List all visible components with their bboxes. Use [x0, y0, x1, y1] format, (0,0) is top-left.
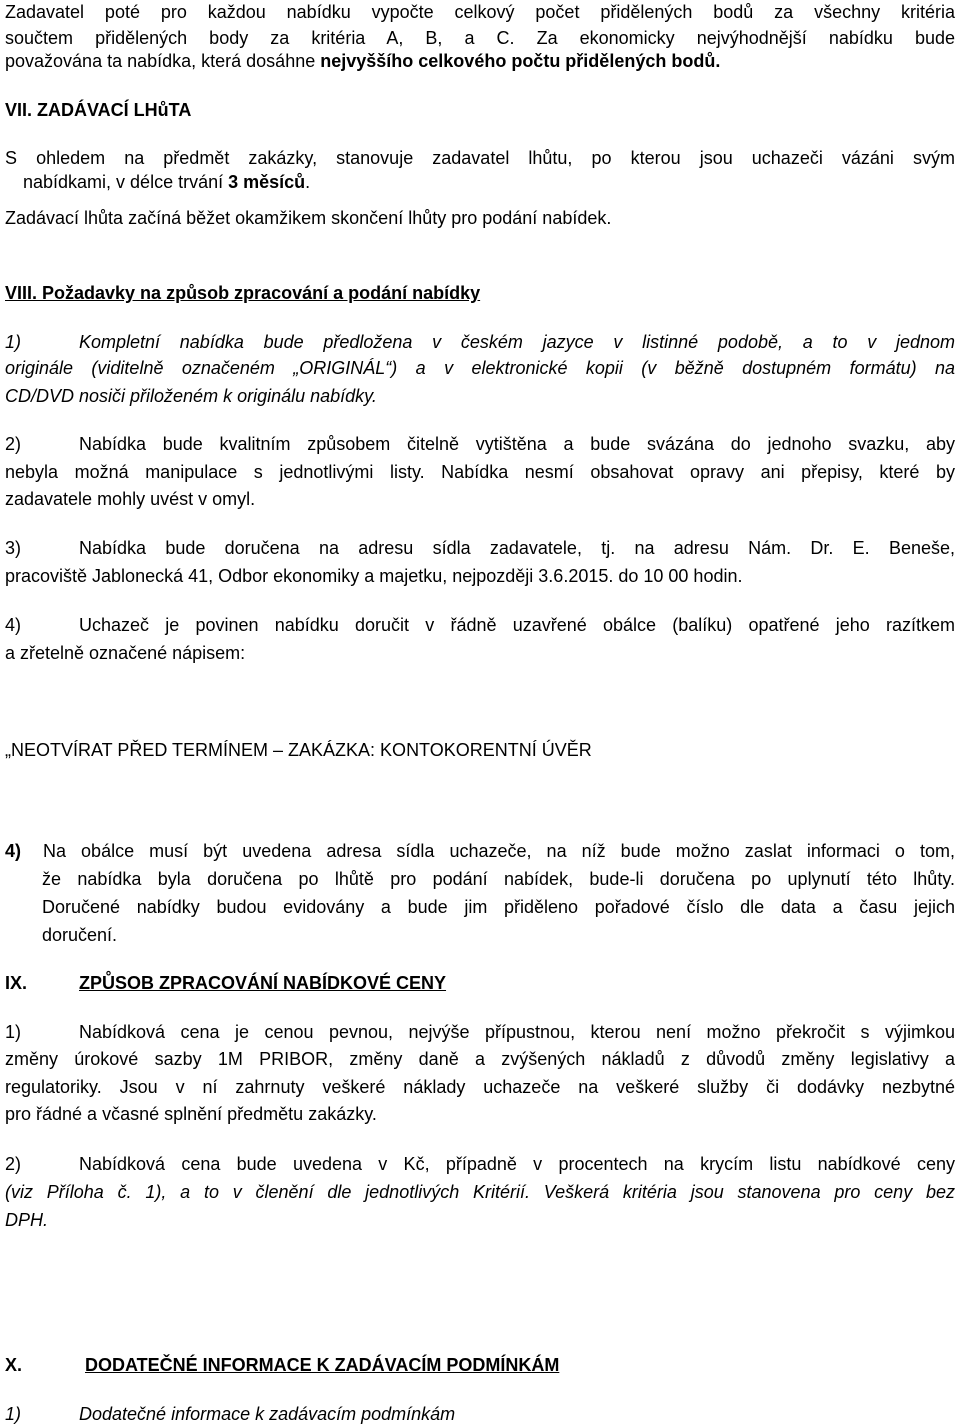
section-8-item-5-line-4: doručení.: [42, 925, 118, 945]
section-7-period: .: [305, 172, 311, 192]
section-9-number: IX.: [5, 973, 28, 993]
section-10-number: X.: [5, 1355, 23, 1375]
envelope-inscription: „NEOTVÍRAT PŘED TERMÍNEM – ZAKÁZKA: KONTOKORENTNÍ ÚVĚR: [5, 740, 592, 760]
section-7-text: nabídkami, v délce trvání: [23, 172, 229, 192]
section-9-title: ZPŮSOB ZPRACOVÁNÍ NABÍDKOVÉ CENY: [79, 973, 447, 993]
section-8-item-5-line-3: Doručené nabídky budou evidovány a bude jim přiděleno pořadové číslo dle data a času jejich: [42, 897, 955, 917]
section-9-item-1-text: Nabídková cena je cenou pevnou, nejvýše přípustnou, kterou není možno překročit s výjimkou: [79, 1022, 955, 1042]
section-9-item-2-number: 2): [5, 1154, 22, 1174]
section-9-item-1-line-3: regulatoriky. Jsou v ní zahrnuty veškeré náklady uchazeče na veškeré služby či dodávky nezbytné: [5, 1077, 955, 1097]
intro-line-2: součtem přidělených body za kritéria A, B, a C. Za ekonomicky nejvýhodnější nabídku bude: [5, 28, 955, 48]
section-10-item-1-text: Dodatečné informace k zadávacím podmínkám: [79, 1404, 456, 1424]
section-8-item-5-line-2: že nabídka byla doručena po lhůtě pro podání nabídek, bude-li doručena po uplynutí této lhůty.: [42, 869, 955, 889]
section-8-item-2-number: 2): [5, 434, 22, 454]
section-9-heading: [5, 972, 955, 994]
section-9-item-2-text: Nabídková cena bude uvedena v Kč, případně v procentech na krycím listu nabídkové ceny: [79, 1154, 955, 1174]
section-8-item-1-text: Kompletní nabídka bude předložena v českém jazyce v listinné podobě, a to v jednom: [79, 332, 955, 352]
intro-line-3-bold: nejvyššího celkového počtu přidělených bodů.: [320, 51, 721, 71]
section-9-item-2-line-3: DPH.: [5, 1210, 49, 1230]
section-8-item-5-line-1: [5, 840, 955, 862]
section-7-duration: 3 měsíců: [228, 172, 306, 192]
section-8-item-1-line-3: CD/DVD nosiči přiloženém k originálu nabídky.: [5, 386, 377, 406]
intro-line-3: [5, 50, 955, 72]
section-8-item-1-line-1: [5, 331, 955, 353]
intro-line-3-text: považována ta nabídka, která dosáhne: [5, 51, 321, 71]
section-8-item-4-line-1: [5, 614, 955, 636]
section-9-item-2-line-2: (viz Příloha č. 1), a to v členění dle jednotlivých Kritérií. Veškerá kritéria jsou stanovena pro ceny bez: [5, 1182, 955, 1202]
section-8-heading: VIII. Požadavky na způsob zpracování a podání nabídky: [5, 283, 481, 303]
section-8-item-2-line-1: [5, 433, 955, 455]
section-7-paragraph-1-line-2: [23, 171, 955, 193]
section-8-item-5-number: 4): [5, 841, 22, 861]
section-9-item-1-line-2: změny úrokové sazby 1M PRIBOR, změny daně a zvýšených nákladů z důvodů změny legislativy a: [5, 1049, 955, 1069]
section-8-item-1-number: 1): [5, 332, 22, 352]
section-8-item-3-text: Nabídka bude doručena na adresu sídla zadavatele, tj. na adresu Nám. Dr. E. Beneše,: [79, 538, 955, 558]
section-7-heading: VII. ZADÁVACÍ LHůTA: [5, 100, 192, 120]
section-8-item-2-line-2: nebyla možná manipulace s jednotlivými listy. Nabídka nesmí obsahovat opravy ani přepisy, které by: [5, 462, 955, 482]
section-9-item-2-line-1: [5, 1153, 955, 1175]
section-8-item-5-text: Na obálce musí být uvedena adresa sídla uchazeče, na níž bude možno zaslat informaci o tom,: [43, 841, 955, 861]
section-9-item-1-line-4: pro řádné a včasné splnění předmětu zakázky.: [5, 1104, 377, 1124]
section-10-item-1-number: 1): [5, 1404, 22, 1424]
section-7-paragraph-1-line-1: S ohledem na předmět zakázky, stanovuje zadavatel lhůtu, po kterou jsou uchazeči vázáni svým: [5, 148, 955, 168]
section-8-item-4-text: Uchazeč je povinen nabídku doručit v řádně uzavřené obálce (balíku) opatřené jeho razítkem: [79, 615, 955, 635]
section-8-item-4-line-2: a zřetelně označené nápisem:: [5, 643, 246, 663]
section-9-item-1-number: 1): [5, 1022, 22, 1042]
section-8-item-1-line-2: originále (viditelně označeném „ORIGINÁL“) a v elektronické kopii (v běžně dostupném formátu) na: [5, 358, 955, 378]
section-10-title: DODATEČNÉ INFORMACE K ZADÁVACÍM PODMÍNKÁM: [85, 1355, 560, 1375]
section-8-item-3-line-1: [5, 537, 955, 559]
section-10-heading: [5, 1354, 955, 1376]
section-8-item-3-number: 3): [5, 538, 22, 558]
intro-line-1: Zadavatel poté pro každou nabídku vypočte celkový počet přidělených bodů za všechny kritéria: [5, 2, 955, 22]
section-8-item-2-line-3: zadavatele mohly uvést v omyl.: [5, 489, 256, 509]
section-8-item-4-number: 4): [5, 615, 22, 635]
section-8-item-2-text: Nabídka bude kvalitním způsobem čitelně vytištěna a bude svázána do jednoho svazku, aby: [79, 434, 955, 454]
section-9-item-1-line-1: [5, 1021, 955, 1043]
section-7-paragraph-2: Zadávací lhůta začíná běžet okamžikem skončení lhůty pro podání nabídek.: [5, 208, 612, 228]
section-8-item-3-line-2: pracoviště Jablonecká 41, Odbor ekonomiky a majetku, nejpozději 3.6.2015. do 10 00 hodin.: [5, 566, 743, 586]
section-10-item-1: [5, 1403, 955, 1425]
